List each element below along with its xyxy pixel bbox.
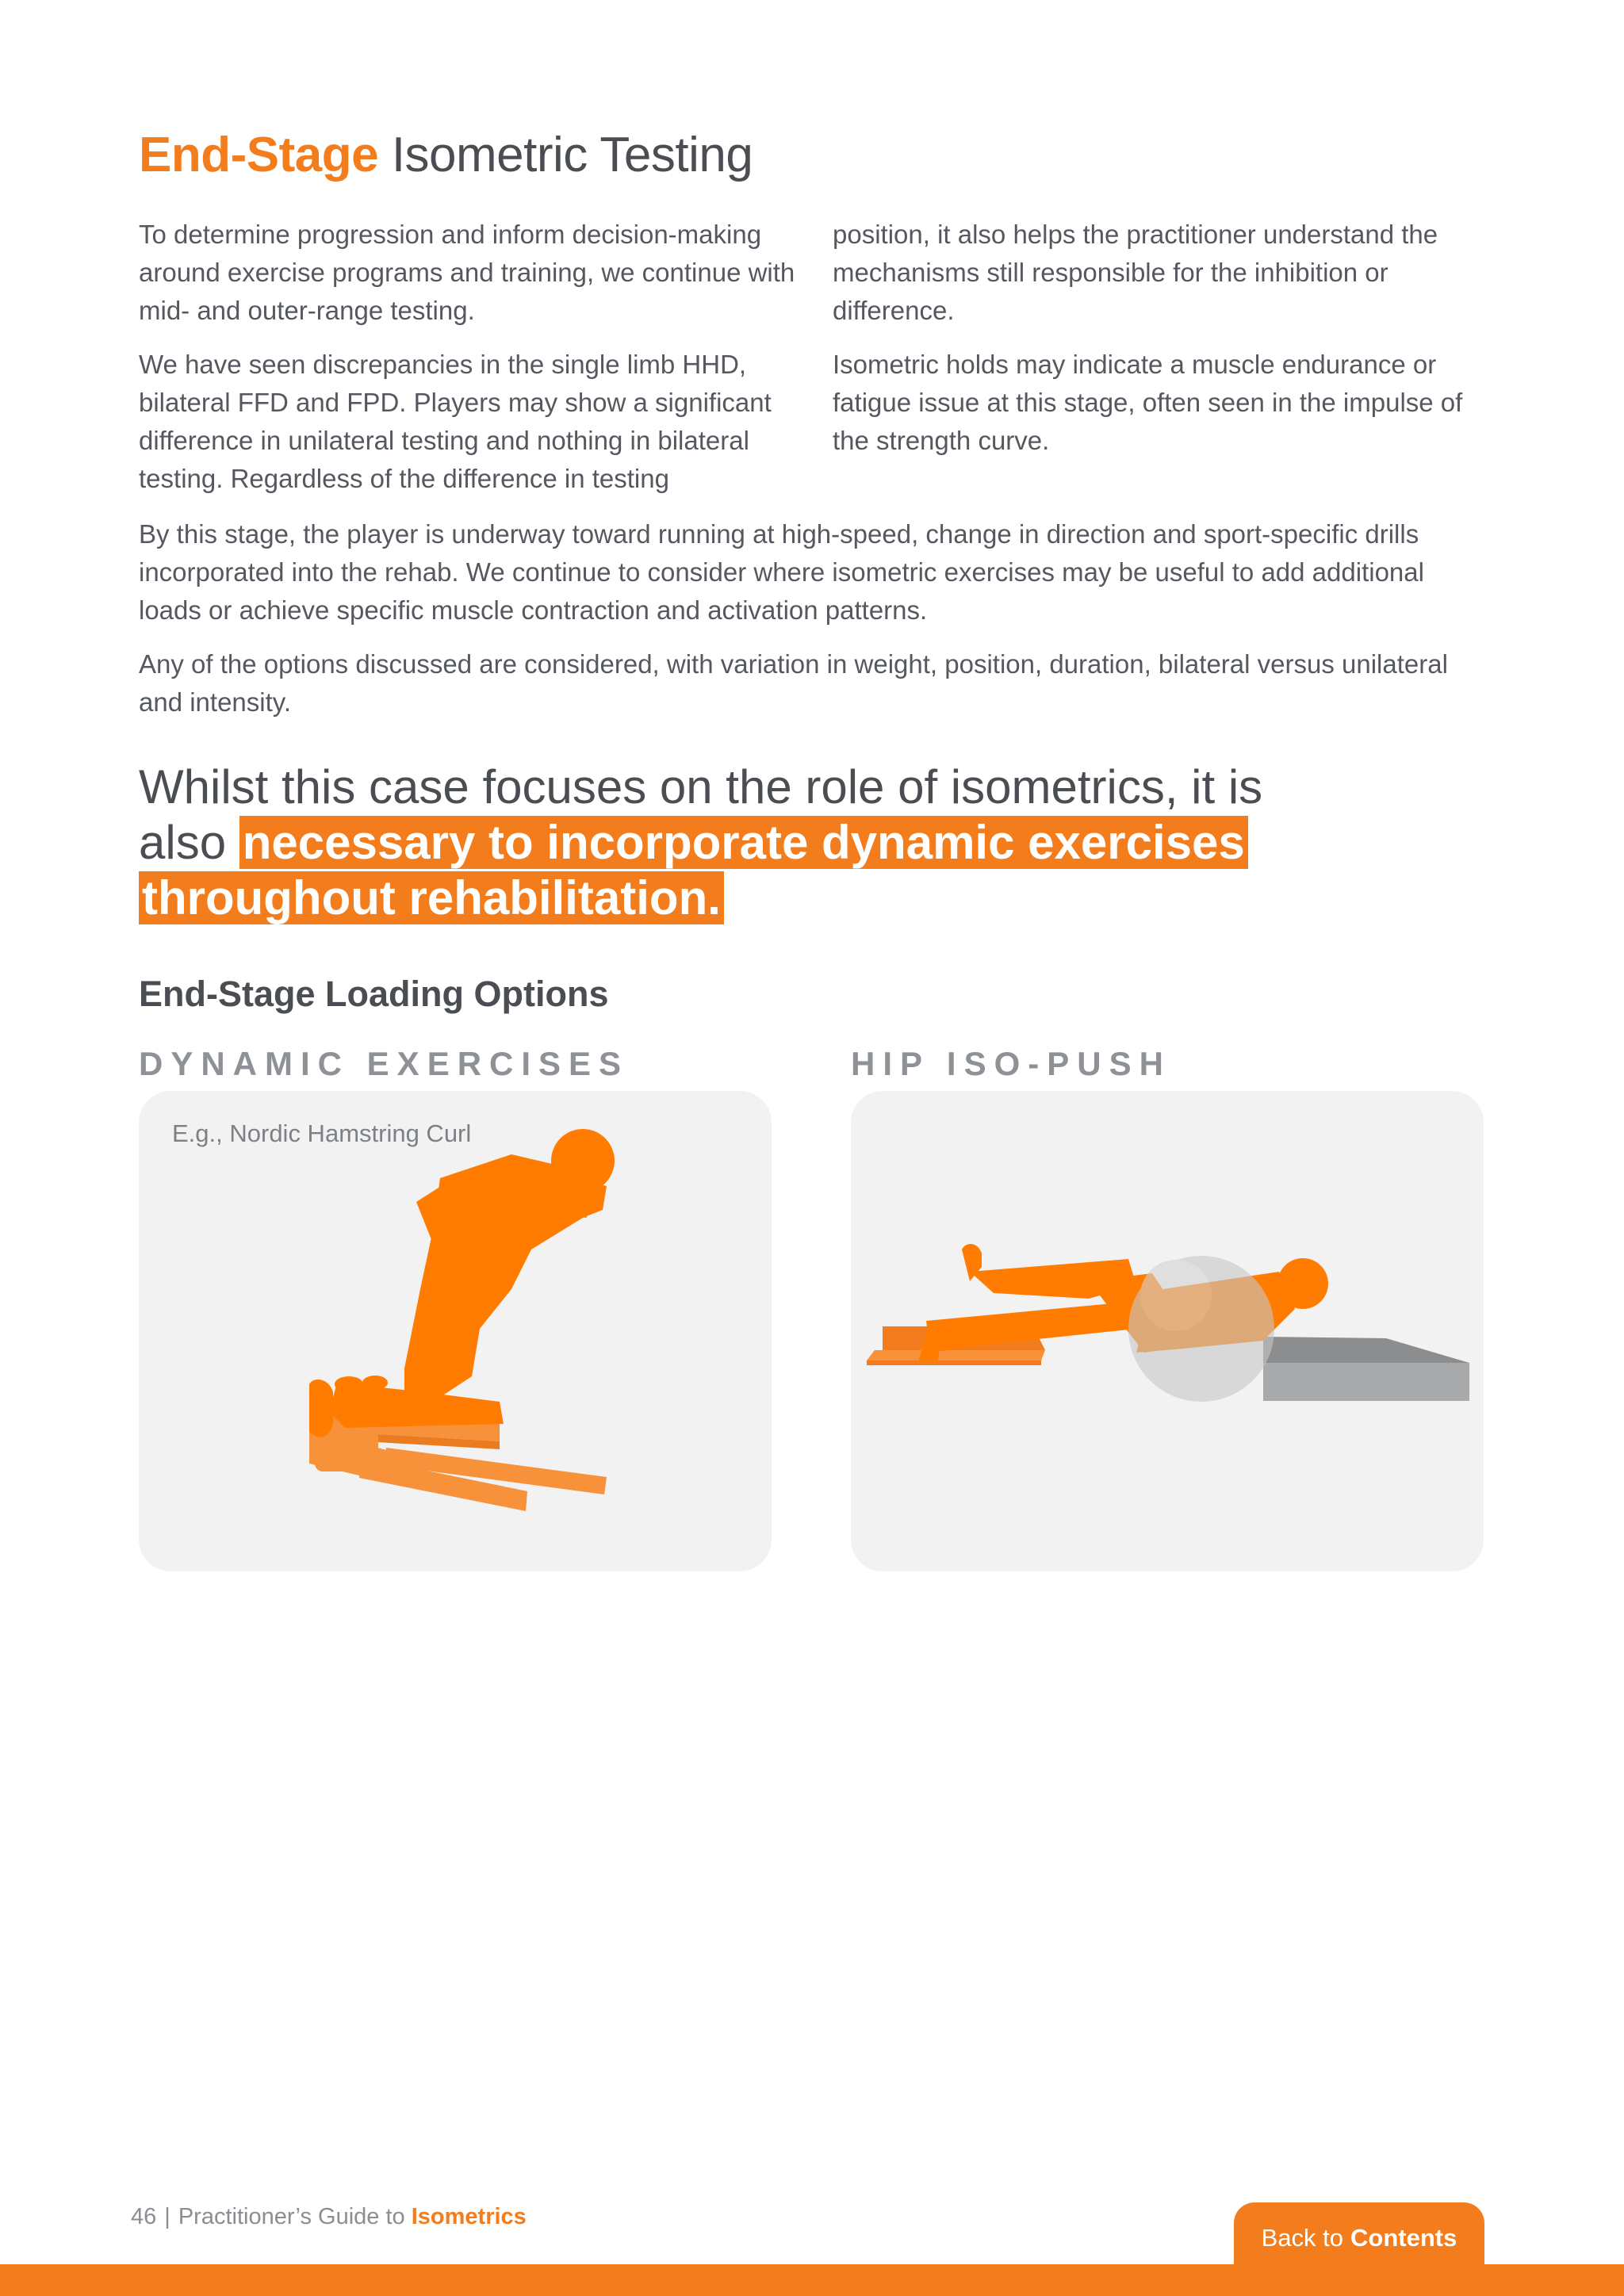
bottom-accent-bar [0,2264,1624,2296]
hip-iso-push-icon [851,1091,1484,1571]
hip-iso-push-card [851,1091,1484,1571]
section-heading: End-Stage Loading Options [139,974,609,1014]
back-to-contents-button[interactable] [1234,2202,1484,2274]
body-paragraph: Any of the options discussed are considered, with variation in weight, position, duration, bilateral versus unilateral and intensity. [139,649,1448,717]
back-bold: Contents [1350,2224,1457,2252]
page-number: 46 [131,2204,157,2229]
paragraph: We have seen discrepancies in the single limb HHD, bilateral FFD and FPD. Players may show a significant difference in unilateral testing and nothing in bilateral testing. Regardless of the difference in testing [139,350,772,493]
footer [131,2204,527,2230]
back-prefix: Back to [1261,2224,1344,2252]
paragraph: Isometric holds may indicate a muscle endurance or fatigue issue at this stage, often seen in the impulse of the strength curve. [833,350,1463,455]
two-column-intro [139,216,1487,514]
pull-quote-text: Whilst this case focuses on the role of isometrics, it is also [139,760,1263,869]
pull-quote [139,760,1328,926]
option-label-dynamic: DYNAMIC EXERCISES [139,1045,630,1082]
pull-quote-highlight: necessary to incorporate dynamic exercises throughout rehabilitation. [139,816,1248,924]
nordic-hamstring-curl-icon [139,1091,772,1571]
exercise-ball [1128,1256,1274,1402]
right-column [833,216,1487,514]
paragraph: To determine progression and inform decision-making around exercise programs and training, we continue with mid- and outer-range testing. [139,220,795,325]
title-accent: End-Stage [139,128,379,182]
athlete-figure [309,1129,615,1437]
guide-prefix: Practitioner’s Guide to [178,2204,412,2229]
option-label-hip-iso-push: HIP ISO-PUSH [851,1045,1171,1082]
footer-separator: | [164,2204,170,2229]
card-caption: E.g., Nordic Hamstring Curl [172,1119,472,1147]
guide-brand: Isometrics [411,2204,527,2229]
left-column [139,216,797,514]
bench [1263,1337,1469,1401]
dynamic-exercise-card [139,1091,772,1571]
title-rest: Isometric Testing [378,128,753,182]
page-title [139,127,753,183]
paragraph: position, it also helps the practitioner understand the mechanisms still responsible for the inhibition or difference. [833,220,1438,325]
body-paragraph: By this stage, the player is underway toward running at high-speed, change in direction and sport-specific drills incorporated into the rehab. We continue to consider where isometric exercises may be useful to add additional loads or achieve specific muscle contraction and activation patterns. [139,519,1424,625]
